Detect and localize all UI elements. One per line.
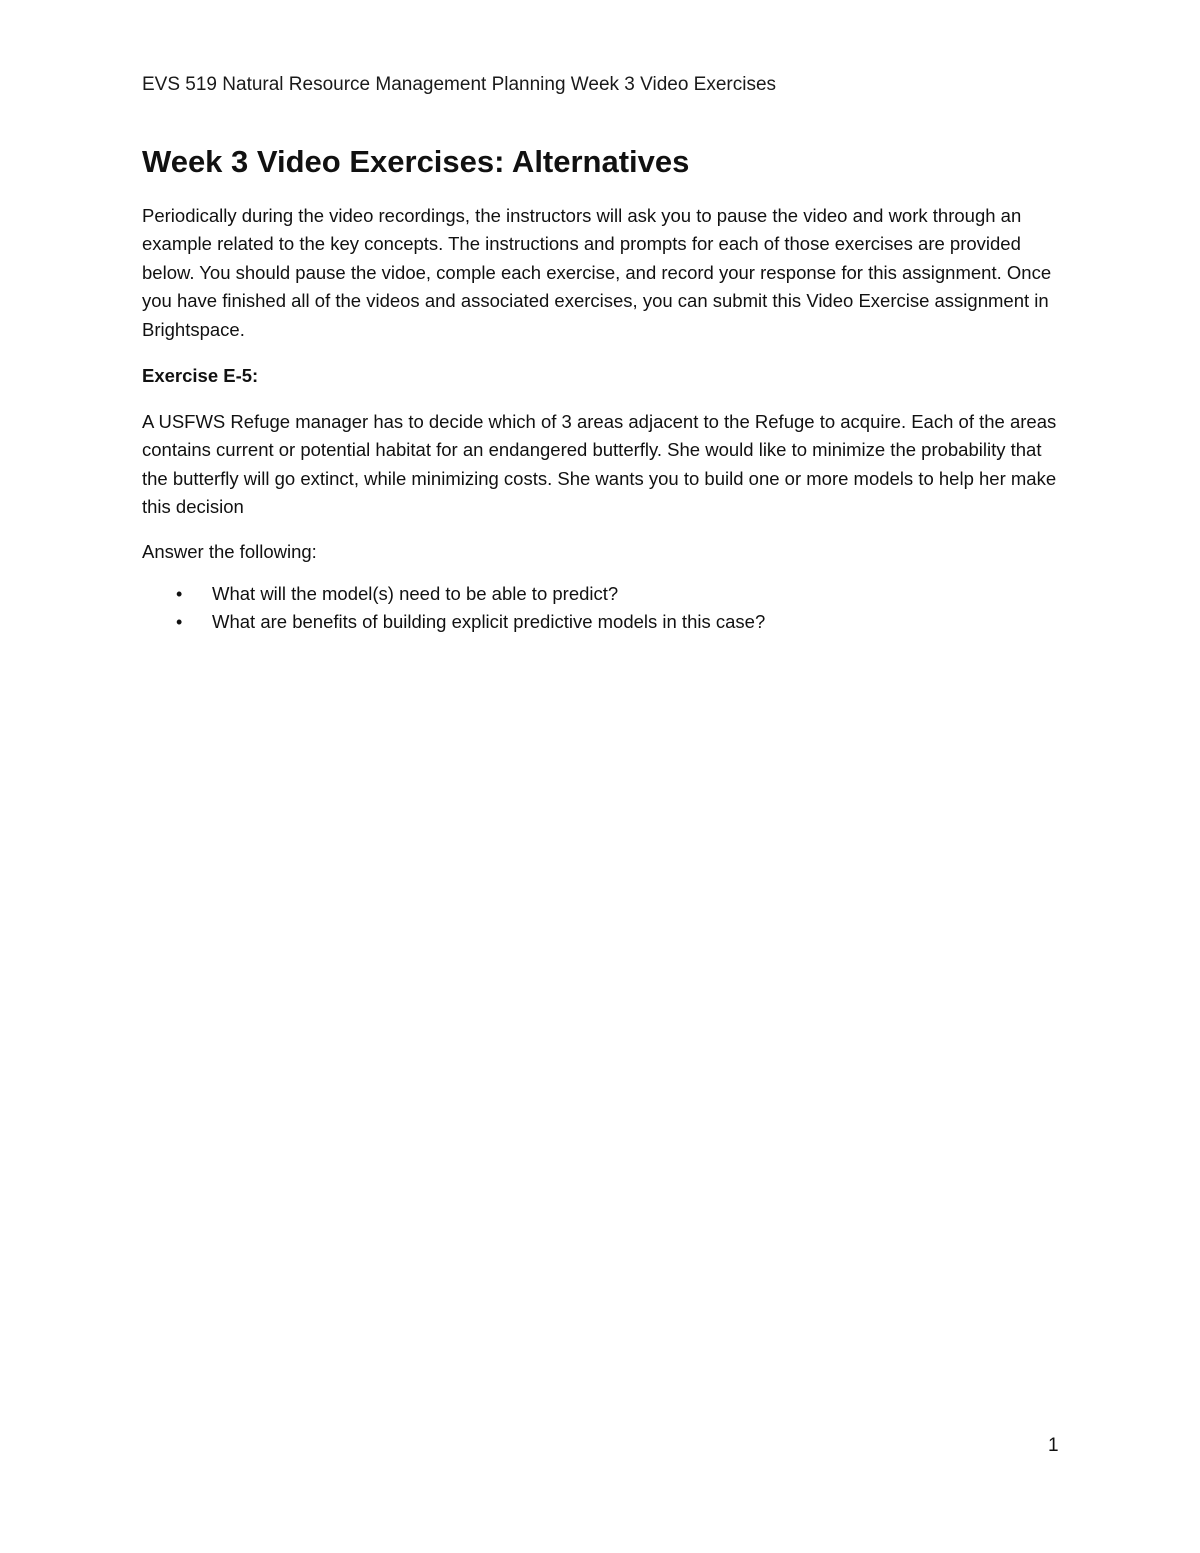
document-body xyxy=(142,140,1062,636)
question-text: What will the model(s) need to be able to predict? xyxy=(212,582,619,604)
bullet-icon: • xyxy=(176,583,183,604)
page-number: 1 xyxy=(1048,1435,1059,1456)
question-text: What are benefits of building explicit predictive models in this case? xyxy=(212,611,766,633)
question-list xyxy=(142,580,1062,637)
document-title: Week 3 Video Exercises: Alternatives xyxy=(142,144,690,179)
list-item xyxy=(142,580,1062,608)
running-header: EVS 519 Natural Resource Management Planning Week 3 Video Exercises xyxy=(142,74,777,95)
bullet-icon: • xyxy=(176,612,183,633)
exercise-scenario: A USFWS Refuge manager has to decide which of 3 areas adjacent to the Refuge to acquire. Each of the areas contains current or potential habitat for an endangered butterfly. She would like to minimize the probability that the butterfly will go extinct, while minimizing costs. She wants you to build one or more models to help her make this decision xyxy=(142,411,1057,518)
list-item xyxy=(142,608,1062,636)
answer-prompt: Answer the following: xyxy=(142,540,317,562)
intro-paragraph: Periodically during the video recordings, the instructors will ask you to pause the video and work through an example related to the key concepts. The instructions and prompts for each of those exercises are provided below. You should pause the vidoe, comple each exercise, and record your response for this assignment. Once you have finished all of the videos and associated exercises, you can submit this Video Exercise assignment in Brightspace. xyxy=(142,205,1052,340)
exercise-label: Exercise E-5: xyxy=(142,365,259,387)
